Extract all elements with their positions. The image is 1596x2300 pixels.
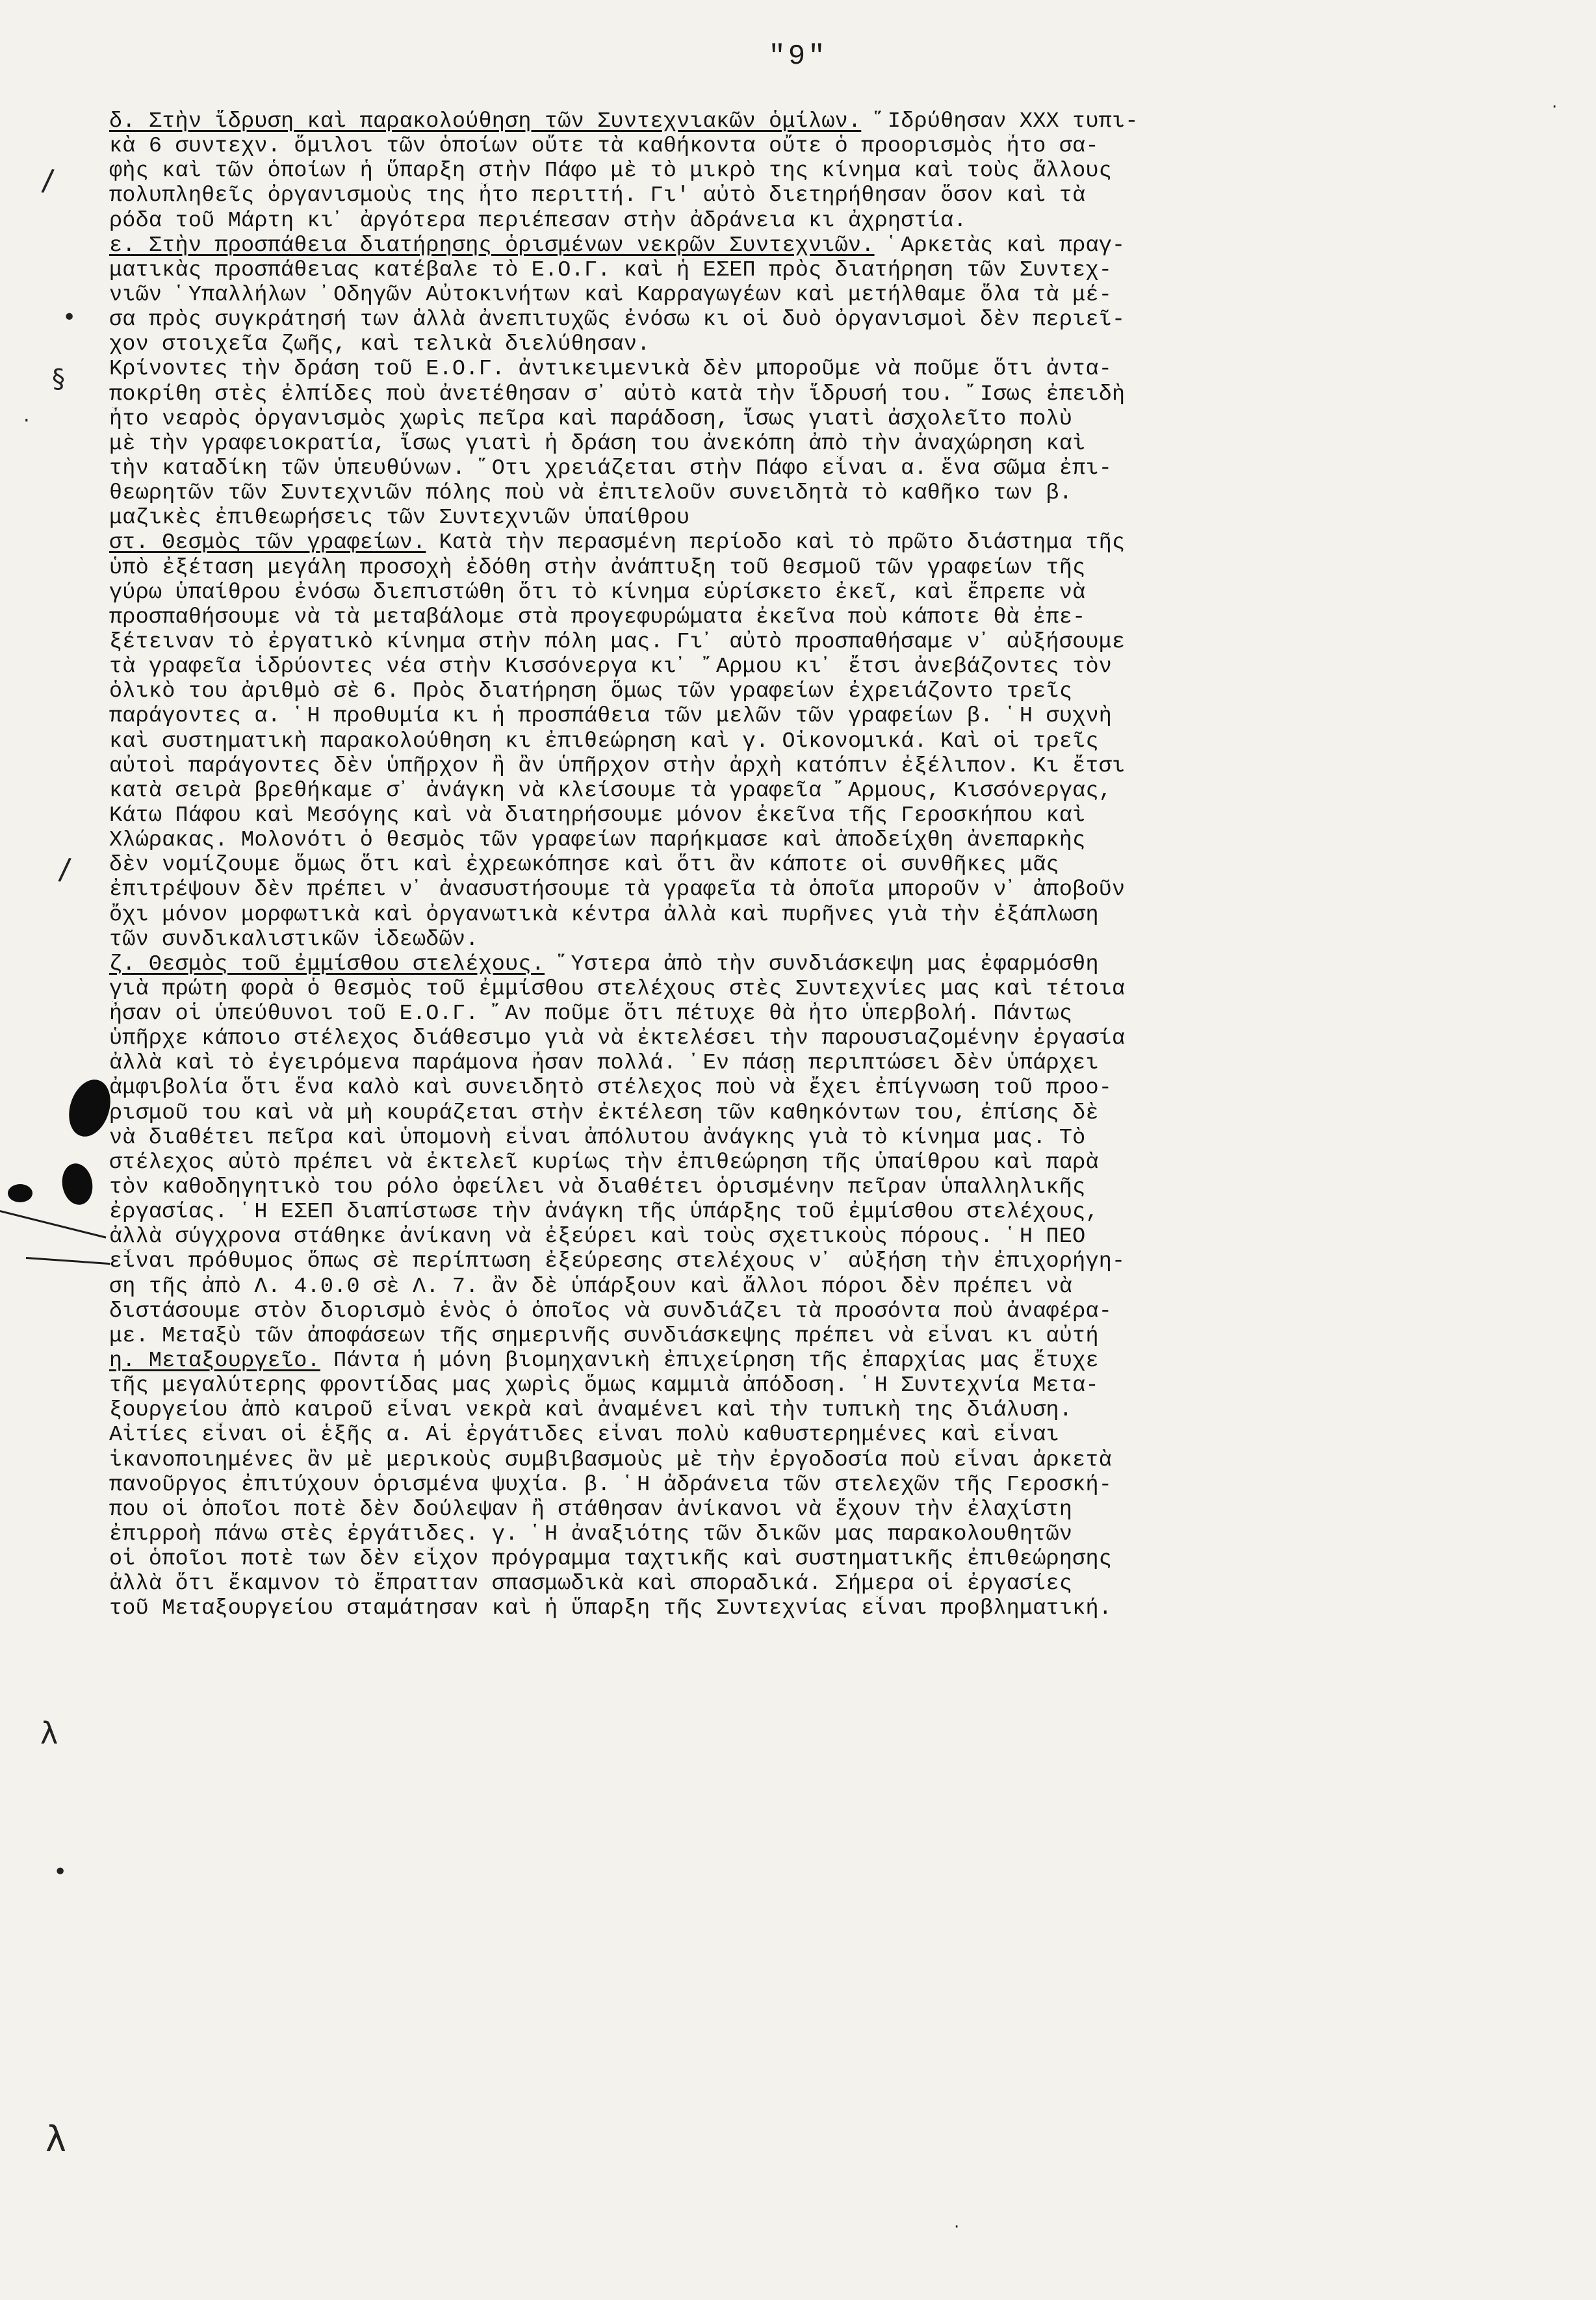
margin-mark: · (1552, 97, 1558, 117)
text-line: φὴς καὶ τῶν ὁποίων ἡ ὕπαρξη στὴν Πάφο μὲ τὸ μικρὸ της κίνημα καὶ τοὺς ἄλλους (109, 159, 1113, 184)
text-line: ξουργείου ἀπὸ καιροῦ εἶναι νεκρὰ καὶ ἀναμένει καὶ τὴν τυπικὴ της διάλυση. (109, 1398, 1073, 1423)
text-line: διστάσουμε στὸν διορισμὸ ἑνὸς ὁ ὁποῖος νὰ συνδιάζει τὰ προσόντα ποὺ ἀναφέρα- (109, 1299, 1113, 1324)
text-line (109, 109, 1558, 134)
line-text: ῾Αρκετὰς καὶ πραγ- (874, 233, 1126, 258)
text-line: ἀλλὰ σύγχρονα στάθηκε ἀνίκανη νὰ ἐξεύρει καὶ τοὺς σχετικοὺς πόρους. ῾Η ΠΕΟ (109, 1224, 1086, 1250)
text-line: κὰ 6 συντεχν. ὅμιλοι τῶν ὁποίων οὔτε τὰ καθήκοντα οὔτε ὁ προορισμὸς ἦτο σα- (109, 134, 1099, 159)
text-line: μαζικὲς ἐπιθεωρήσεις τῶν Συντεχνιῶν ὑπαίθρου (109, 506, 690, 531)
section-heading: η. Μεταξουργεῖο. (109, 1349, 320, 1374)
text-line: γύρω ὑπαίθρου ἐνόσω διεπιστώθη ὅτι τὸ κίνημα εὑρίσκετο ἐκεῖ, καὶ ἔπρεπε νὰ (109, 580, 1086, 605)
text-line: ἀλλὰ καὶ τὸ ἐγειρόμενα παράμονα ἦσαν πολλά. ᾽Εν πάσῃ περιπτώσει δὲν ὑπάρχει (109, 1051, 1099, 1076)
text-line: νὰ διαθέτει πεῖρα καὶ ὑπομονὴ εἶναι ἀπόλυτου ἀνάγκης γιὰ τὸ κίνημα μας. Τὸ (109, 1125, 1086, 1150)
scan-line (26, 1257, 110, 1265)
section-heading: δ. Στὴν ἵδρυση καὶ παρακολούθηση τῶν Συντεχνιακῶν ὁμίλων. (109, 109, 862, 134)
text-line: ἦτο νεαρὸς ὀργανισμὸς χωρὶς πεῖρα καὶ παράδοση, ἴσως γιατὶ ἀσχολεῖτο πολὺ (109, 406, 1073, 432)
text-line: γιὰ πρώτη φορὰ ὁ θεσμὸς τοῦ ἐμμίσθου στελέχους στὲς Συντεχνίες μας καὶ τέτοια (109, 976, 1126, 1001)
text-line: ξέτειναν τὸ ἐργατικὸ κίνημα στὴν πόλη μας. Γι᾽ αὐτὸ προσπαθήσαμε ν᾽ αὐξήσουμε (109, 629, 1126, 654)
margin-mark: · (23, 409, 30, 432)
line-text: ῞Ιδρύθησαν ΧΧΧ τυπι- (861, 109, 1139, 134)
text-line: τῆς μεγαλύτερης φροντίδας μας χωρὶς ὅμως καμμιὰ ἀπόδοση. ῾Η Συντεχνία Μετα- (109, 1373, 1099, 1399)
text-line: πανοῦργος ἐπιτύχουν ὁρισμένα ψυχία. β. ῾Η ἀδράνεια τῶν στελεχῶν τῆς Γεροσκή- (109, 1472, 1113, 1497)
text-line: ὄχι μόνον μορφωτικὰ καὶ ὀργανωτικὰ κέντρα ἀλλὰ καὶ πυρῆνες γιὰ τὴν ἐξάπλωση (109, 902, 1099, 927)
text-line: ρόδα τοῦ Μάρτη κι᾽ ἀργότερα περιέπεσαν στὴν ἀδράνεια κι ἀχρηστία. (109, 208, 967, 233)
text-line: εἶναι πρόθυμος ὅπως σὲ περίπτωση ἐξεύρεσης στελέχους ν᾽ αὐξήση τὴν ἐπιχορήγη- (109, 1249, 1126, 1274)
margin-mark: / (57, 851, 73, 887)
text-line: που οἱ ὁποῖοι ποτὲ δὲν δούλεψαν ἢ στάθησαν ἀνίκανοι νὰ ἔχουν τὴν ἐλαχίστη (109, 1497, 1073, 1522)
text-line (109, 952, 1558, 977)
margin-mark: § (52, 364, 65, 394)
text-line: δὲν νομίζουμε ὅμως ὅτι καὶ ἐχρεωκόπησε καὶ ὅτι ἂν κάποτε οἱ συνθῆκες μᾶς (109, 853, 1059, 878)
text-line: παράγοντες α. ῾Η προθυμία κι ἡ προσπάθεια τῶν μελῶν τῶν γραφείων β. ῾Η συχνὴ (109, 704, 1113, 729)
text-line: ἐπιρροὴ πάνω στὲς ἐργάτιδες. γ. ῾Η ἀναξιότης τῶν δικῶν μας παρακολουθητῶν (109, 1522, 1073, 1547)
text-line: ἀλλὰ ὅτι ἔκαμνον τὸ ἔπρατταν σπασμωδικὰ καὶ σποραδικά. Σήμερα οἱ ἐργασίες (109, 1571, 1073, 1597)
page-number: "9" (768, 40, 828, 73)
text-line: ματικὰς προσπάθειας κατέβαλε τὸ Ε.Ο.Γ. καὶ ἡ ΕΣΕΠ πρὸς διατήρηση τῶν Συντεχ- (109, 257, 1113, 283)
line-text: Πάντα ἡ μόνη βιομηχανικὴ ἐπιχείρηση τῆς ἐπαρχίας μας ἔτυχε (320, 1349, 1099, 1374)
margin-mark: λ (45, 2119, 66, 2160)
text-line (109, 233, 1558, 258)
text-line: καὶ συστηματικὴ παρακολούθηση κι ἐπιθεώρηση καὶ γ. Οἰκονομικά. Καὶ οἱ τρεῖς (109, 729, 1099, 754)
text-line: τοῦ Μεταξουργείου σταμάτησαν καὶ ἡ ὕπαρξη τῆς Συντεχνίας εἶναι προβληματική. (109, 1596, 1113, 1622)
section-heading: στ. Θεσμὸς τῶν γραφείων. (109, 530, 426, 556)
margin-mark: / (40, 162, 56, 198)
margin-mark: · (954, 2217, 960, 2237)
text-line (109, 530, 1558, 555)
text-line: νιῶν ῾Υπαλλήλων ᾽Οδηγῶν Αὐτοκινήτων καὶ Καρραγωγέων καὶ μετήλθαμε ὅλα τὰ μέ- (109, 282, 1113, 307)
text-line: Κάτω Πάφου καὶ Μεσόγης καὶ νὰ διατηρήσουμε μόνον ἐκεῖνα τῆς Γεροσκήπου καὶ (109, 803, 1086, 828)
text-line: ρισμοῦ του καὶ νὰ μὴ κουράζεται στὴν ἐκτέλεση τῶν καθηκόντων του, ἐπίσης δὲ (109, 1100, 1099, 1126)
text-line: ἀμφιβολία ὅτι ἕνα καλὸ καὶ συνειδητὸ στέλεχος ποὺ νὰ ἔχει ἐπίγνωση τοῦ προο- (109, 1076, 1113, 1101)
text-line: στέλεχος αὐτὸ πρέπει νὰ ἐκτελεῖ κυρίως τὴν ἐπιθεώρηση τῆς ὑπαίθρου καὶ παρὰ (109, 1150, 1099, 1175)
text-line: ὁλικὸ του ἀριθμὸ σὲ 6. Πρὸς διατήρηση ὅμως τῶν γραφείων ἐχρειάζοντο τρεῖς (109, 679, 1073, 704)
scan-line (0, 1210, 106, 1239)
margin-mark: • (62, 304, 77, 331)
text-line (109, 1349, 1558, 1373)
text-line: ἐργασίας. ῾Η ΕΣΕΠ διαπίστωσε τὴν ἀνάγκη τῆς ὑπάρξης τοῦ ἐμμίσθου στελέχους, (109, 1200, 1099, 1225)
text-line: Κρίνοντες τὴν δράση τοῦ Ε.Ο.Γ. ἀντικειμενικὰ δὲν μποροῦμε νὰ ποῦμε ὅτι ἀντα- (109, 357, 1113, 382)
text-line: ἐπιτρέψουν δὲν πρέπει ν᾽ ἀνασυστήσουμε τὰ γραφεῖα τὰ ὁποῖα μποροῦν ν᾽ ἀποβοῦν (109, 877, 1126, 903)
text-line: ὑπὸ ἐξέταση μεγάλη προσοχὴ ἐδόθη στὴν ἀνάπτυξη τοῦ θεσμοῦ τῶν γραφείων τῆς (109, 555, 1086, 580)
text-line: χον στοιχεῖα ζωῆς, καὶ τελικὰ διελύθησαν. (109, 332, 650, 357)
text-line: ποκρίθη στὲς ἐλπίδες ποὺ ἀνετέθησαν σ᾽ αὐτὸ κατὰ τὴν ἵδρυσή του. ῎Ισως ἐπειδὴ (109, 381, 1126, 407)
text-line: θεωρητῶν τῶν Συντεχνιῶν πόλης ποὺ νὰ ἐπιτελοῦν συνειδητὰ τὸ καθῆκο των β. (109, 481, 1073, 506)
text-line: Αἰτίες εἶναι οἱ ἑξῆς α. Αἱ ἐργάτιδες εἶναι πολὺ καθυστερημένες καὶ εἶναι (109, 1423, 1059, 1448)
text-line: οἱ ὁποῖοι ποτὲ των δὲν εἶχον πρόγραμμα ταχτικῆς καὶ συστηματικῆς ἐπιθεώρησης (109, 1547, 1113, 1572)
text-line: τὴν καταδίκη τῶν ὑπευθύνων. ῞Οτι χρειάζεται στὴν Πάφο εἶναι α. ἕνα σῶμα ἐπι- (109, 456, 1113, 481)
ink-blot (8, 1184, 32, 1202)
text-line: τῶν συνδικαλιστικῶν ἰδεωδῶν. (109, 927, 479, 952)
text-line: αὐτοὶ παράγοντες δὲν ὑπῆρχον ἢ ἂν ὑπῆρχον στὴν ἀρχὴ κατόπιν ἐξέλιπον. Κι ἔτσι (109, 753, 1126, 779)
margin-mark: λ (40, 1716, 58, 1751)
text-line: ὑπῆρχε κάποιο στέλεχος διάθεσιμο γιὰ νὰ ἐκτελέσει τὴν παρουσιαζομένην ἐργασία (109, 1026, 1126, 1052)
text-line: τὸν καθοδηγητικὸ του ρόλο ὀφείλει νὰ διαθέτει ὁρισμένην πεῖραν ὑπαλληλικῆς (109, 1175, 1086, 1200)
margin-mark: • (53, 1859, 68, 1885)
text-line: κατὰ σειρὰ βρεθήκαμε σ᾽ ἀνάγκη νὰ κλείσουμε τὰ γραφεῖα ῎Αρμους, Κισσόνεργας, (109, 778, 1113, 803)
text-line: προσπαθήσουμε νὰ τὰ μεταβάλομε στὰ προγεφυρώματα ἐκεῖνα ποὺ κάποτε θὰ ἐπε- (109, 604, 1086, 630)
text-line: σα πρὸς συγκράτησή των ἀλλὰ ἀνεπιτυχῶς ἐνόσω κι οἱ δυὸ ὀργανισμοὶ δὲν περιεῖ- (109, 307, 1126, 333)
section-heading: ε. Στὴν προσπάθεια διατήρησης ὁρισμένων νεκρῶν Συντεχνιῶν. (109, 233, 875, 258)
text-line: ἱκανοποιημένες ἂν μὲ μερικοὺς συμβιβασμοὺς μὲ τὴν ἐργοδοσία ποὺ εἶναι ἀρκετὰ (109, 1447, 1113, 1473)
text-line: ἦσαν οἱ ὑπεύθυνοι τοῦ Ε.Ο.Γ. ῎Αν ποῦμε ὅτι πέτυχε θὰ ἦτο ὑπερβολή. Πάντως (109, 1001, 1073, 1027)
section-heading: ζ. Θεσμὸς τοῦ ἐμμίσθου στελέχους. (109, 951, 545, 977)
line-text: ῞Υστερα ἀπὸ τὴν συνδιάσκεψη μας ἐφαρμόσθη (545, 951, 1099, 977)
text-line: με. Μεταξὺ τῶν ἀποφάσεων τῆς σημερινῆς συνδιάσκεψης πρέπει νὰ εἶναι κι αὐτή (109, 1323, 1099, 1349)
text-line: ση τῆς ἀπὸ Λ. 4.0.0 σὲ Λ. 7. ἂν δὲ ὑπάρξουν καὶ ἄλλοι πόροι δὲν πρέπει νὰ (109, 1274, 1073, 1299)
text-line: Χλώρακας. Μολονότι ὁ θεσμὸς τῶν γραφείων παρήκμασε καὶ ἀποδείχθη ἀνεπαρκὴς (109, 828, 1086, 853)
text-line: τὰ γραφεῖα ἱδρύοντες νέα στὴν Κισσόνεργα κι᾽ ῎Αρμου κι᾽ ἔτσι ἀνεβάζοντες τὸν (109, 654, 1113, 680)
text-line: μὲ τὴν γραφειοκρατία, ἴσως γιατὶ ἡ δράση του ἀνεκόπη ἀπὸ τὴν ἀναχώρηση καὶ (109, 431, 1086, 456)
line-text: Κατὰ τὴν περασμένη περίοδο καὶ τὸ πρῶτο διάστημα τῆς (426, 530, 1126, 556)
body-text (109, 109, 1558, 1622)
ink-blot (59, 1161, 96, 1207)
text-line: πολυπληθεῖς ὀργανισμοὺς της ἦτο περιττή. Γι' αὐτὸ διετηρήθησαν ὅσον καὶ τὰ (109, 183, 1086, 209)
